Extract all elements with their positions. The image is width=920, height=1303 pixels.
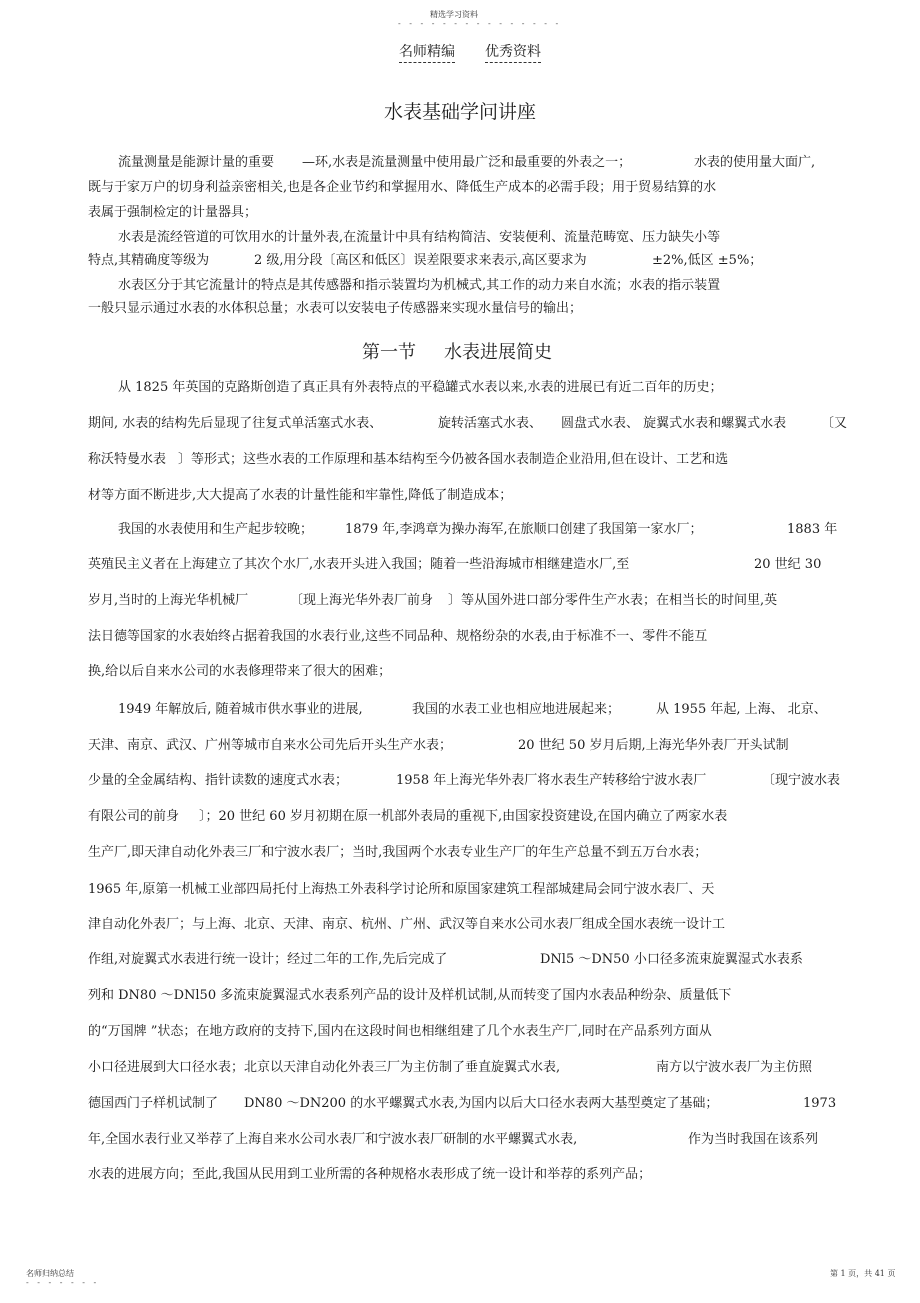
text-line: 作组,对旋翼式水表进行统一设计；经过二年的工作,先后完成了: [88, 952, 448, 967]
text-line: 圆盘式水表、 旋翼式水表和螺翼式水表: [561, 416, 787, 431]
text-line: 小口径进展到大口径水表；北京以天津自动化外表三厂为主仿制了垂直旋翼式水表,: [88, 1060, 561, 1075]
text-line: 从 1955 年起, 上海、 北京、: [656, 702, 827, 717]
text-line: 20 世纪 50 岁月后期,上海光华外表厂开头试制: [518, 738, 789, 753]
text-line: 1883 年: [787, 522, 838, 537]
section-title-number: 第一节: [362, 342, 416, 363]
text-line: 从 1825 年英国的克路斯创造了真正具有外表特点的平稳罐式水表以来,水表的进展已有近二百年的历史；: [118, 380, 723, 395]
text-line: 特点,其精确度等级为: [88, 253, 210, 268]
text-line: 表属于强制检定的计量器具；: [88, 205, 258, 220]
text-line: 称沃特曼水表: [88, 452, 167, 467]
text-line: 列和 DN80 ～DNl50 多流束旋翼湿式水表系列产品的设计及样机试制,从而转变了国内水表品种纷杂、质量低下: [88, 988, 732, 1003]
top-banner-dashes: - - - - - - - - - - - - - - -: [398, 19, 562, 28]
text-line: 水表的进展方向；至此,我国从民用到工业所需的各种规格水表形成了统一设计和举荐的系列产品；: [88, 1167, 652, 1182]
footer-left-label: 名师归纳总结: [26, 1269, 74, 1278]
text-line: DN80 ～DN200 的水平螺翼式水表,为国内以后大口径水表两大基型奠定了基础；: [244, 1096, 719, 1111]
text-line: 我国的水表工业也相应地进展起来；: [412, 702, 621, 717]
header-left: 名师精编: [399, 41, 455, 63]
text-line: 〕等从国外进口部分零件生产水表；在相当长的时间里,英: [448, 593, 778, 608]
text-line: 〔现上海光华外表厂前身: [290, 593, 434, 608]
section-title-text: 水表进展简史: [444, 342, 552, 363]
text-line: 1949 年解放后, 随着城市供水事业的进展,: [118, 702, 363, 717]
text-line: 南方以宁波水表厂为主仿照: [656, 1060, 813, 1075]
text-line: 换,给以后自来水公司的水表修理带来了很大的困难；: [88, 664, 392, 679]
text-line: ±2%,低区 ±5%；: [652, 253, 763, 268]
header-right: 优秀资料: [485, 41, 541, 63]
text-line: 1879 年,李鸿章为操办海军,在旅顺口创建了我国第一家水厂；: [345, 522, 703, 537]
text-line: 〔又: [821, 416, 848, 431]
text-line: 〔现宁波水表: [762, 773, 841, 788]
text-line: 1973: [803, 1096, 837, 1111]
text-line: 英殖民主义者在上海建立了其次个水厂,水表开头进入我国；随着一些沿海城市相继建造水厂,至: [88, 557, 630, 572]
text-line: 流量测量是能源计量的重要: [118, 155, 275, 170]
text-line: 津自动化外表厂；与上海、北京、天津、南京、杭州、广州、武汉等自来水公司水表厂组成全国水表统一设计工: [88, 917, 726, 932]
text-line: 年,全国水表行业又举荐了上海自来水公司水表厂和宁波水表厂研制的水平螺翼式水表,: [88, 1132, 578, 1147]
text-line: 天津、南京、武汉、广州等城市自来水公司先后开头生产水表；: [88, 738, 453, 753]
page-title: 水表基础学问讲座: [383, 101, 536, 123]
text-line: 德国西门子样机试制了: [88, 1096, 219, 1111]
page-number: 第 1 页，共 41 页: [830, 1269, 896, 1278]
text-line: 有限公司的前身: [88, 809, 180, 824]
text-line: 的“万国牌 ”状态；在地方政府的支持下,国内在这段时间也相继组建了几个水表生产厂,同时在产品系列方面从: [88, 1024, 712, 1039]
text-line: 一般只显示通过水表的水体积总量；水表可以安装电子传感器来实现水量信号的输出；: [88, 301, 583, 316]
text-line: 生产厂,即天津自动化外表三厂和宁波水表厂；当时,我国两个水表专业生产厂的年生产总量不到五万台水表；: [88, 845, 708, 860]
text-line: 作为当时我国在该系列: [688, 1132, 819, 1147]
text-line: 1965 年,原第一机械工业部四局托付上海热工外表科学讨论所和原国家建筑工程部城建局会同宁波水表厂、天: [88, 882, 715, 897]
text-line: 2 级,用分段〔高区和低区〕误差限要求来表示,高区要求为: [254, 253, 587, 268]
text-line: 既与于家万户的切身利益亲密相关,也是各企业节约和掌握用水、降低生产成本的必需手段；用于贸易结算的水: [88, 180, 717, 195]
text-line: 我国的水表使用和生产起步较晚；: [118, 522, 314, 537]
text-line: —环,水表是流量测量中使用最广泛和最重要的外表之一；: [302, 155, 632, 170]
text-line: 岁月,当时的上海光华机械厂: [88, 593, 249, 608]
text-line: 少量的全金属结构、指针读数的速度式水表；: [88, 773, 349, 788]
footer-left-dashes: - - - - - - -: [26, 1278, 100, 1287]
text-line: 〕；20 世纪 60 岁月初期在原一机部外表局的重视下,由国家投资建设,在国内确立了两家水表: [199, 809, 728, 824]
text-line: 水表的使用量大面广,: [694, 155, 816, 170]
text-line: 〕等形式；这些水表的工作原理和基本结构至今仍被各国水表制造企业沿用,但在设计、工艺和选: [178, 452, 729, 467]
text-line: 旋转活塞式水表、: [438, 416, 543, 431]
text-line: 水表是流经管道的可饮用水的计量外表,在流量计中具有结构简洁、安装便利、流量范畴宽、压力缺失小等: [118, 230, 721, 245]
text-line: DNl5 ～DN50 小口径多流束旋翼湿式水表系: [540, 952, 803, 967]
text-line: 水表区分于其它流量计的特点是其传感器和指示装置均为机械式,其工作的动力来自水流；水表的指示装置: [118, 278, 721, 293]
text-line: 材等方面不断进步,大大提高了水表的计量性能和牢靠性,降低了制造成本；: [88, 488, 513, 503]
text-line: 1958 年上海光华外表厂将水表生产转移给宁波水表厂: [396, 773, 707, 788]
top-banner-label: 精选学习资料: [430, 10, 478, 19]
text-line: 20 世纪 30: [754, 557, 822, 572]
text-line: 期间, 水表的结构先后显现了往复式单活塞式水表、: [88, 416, 383, 431]
text-line: 法日德等国家的水表始终占据着我国的水表行业,这些不同品种、规格纷杂的水表,由于标准不一、零件不能互: [88, 629, 708, 644]
